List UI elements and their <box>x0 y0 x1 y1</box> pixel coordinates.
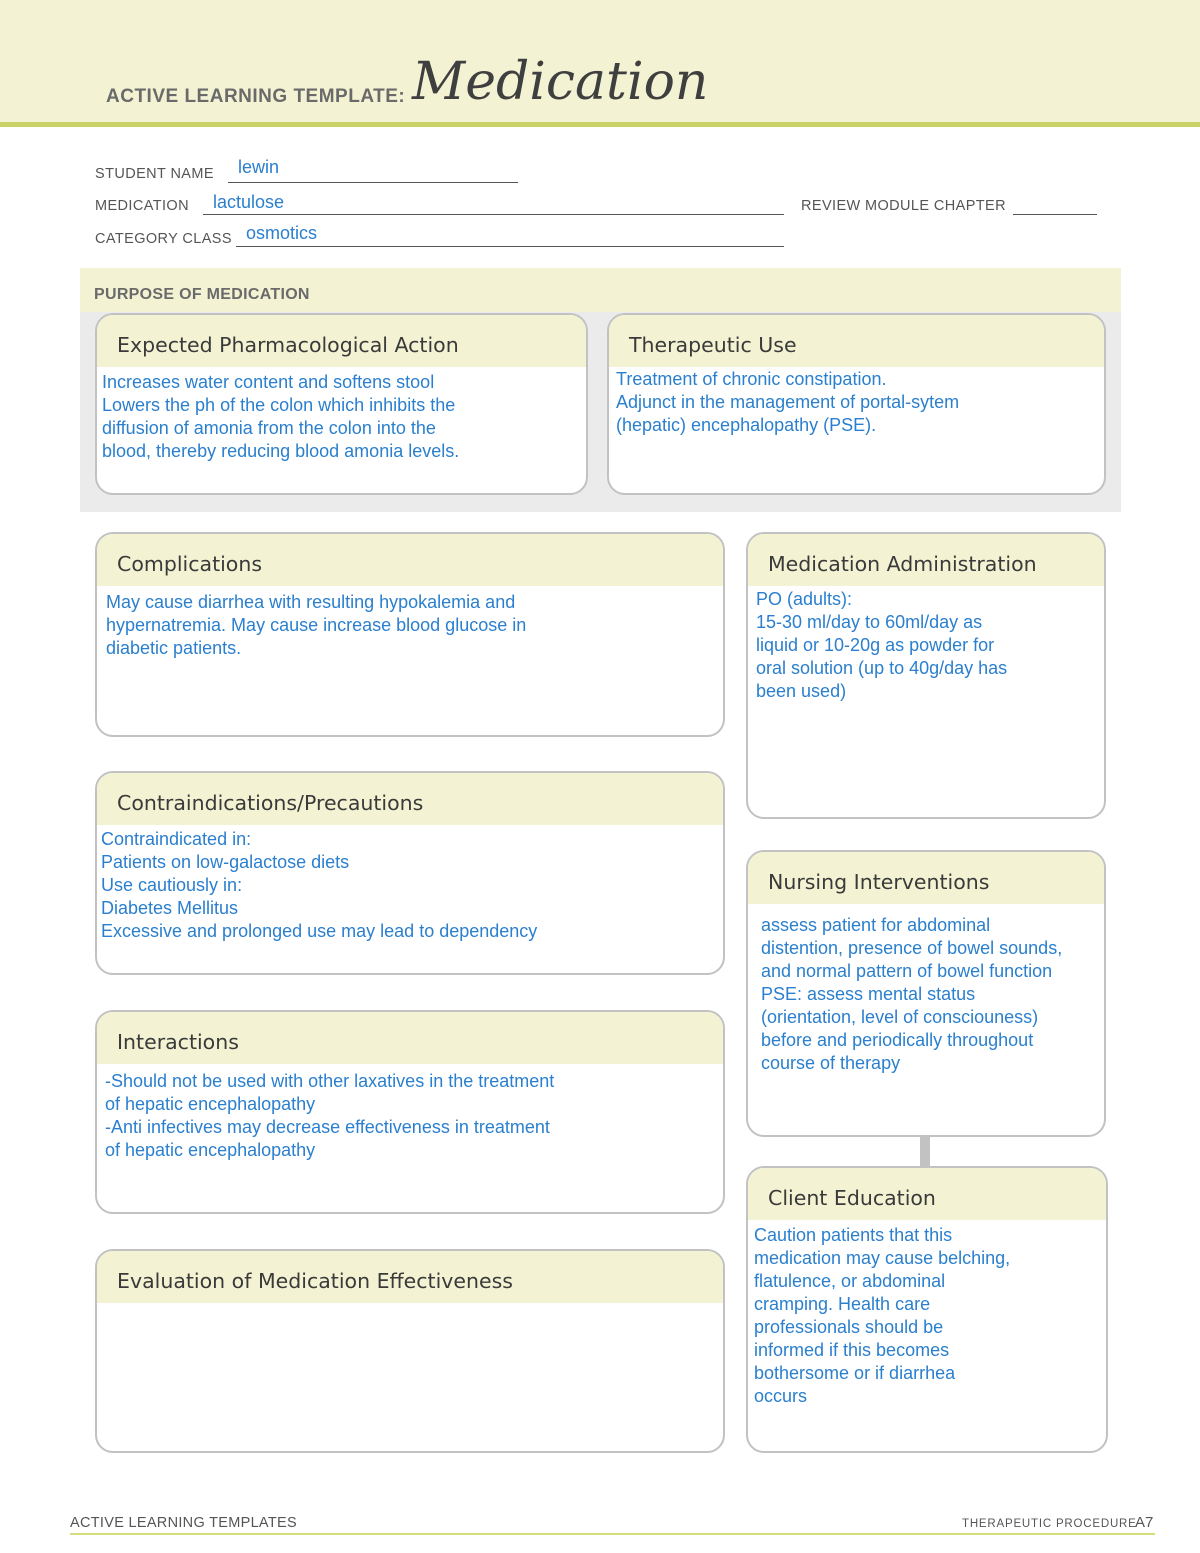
category-class-field[interactable]: osmotics <box>246 223 318 243</box>
contraindications-title: Contraindications/Precautions <box>117 791 424 815</box>
student-name-line <box>228 182 518 183</box>
medication-label: MEDICATION <box>95 198 189 214</box>
student-name-field[interactable]: lewin <box>238 157 280 177</box>
complications-title: Complications <box>117 552 263 576</box>
therapeutic-use-text[interactable]: Treatment of chronic constipation. Adjunct in the management of portal-sytem (hepatic) encephalopathy (PSE). <box>616 369 960 435</box>
footer-left-label: ACTIVE LEARNING TEMPLATES <box>70 1515 297 1531</box>
expected-action-text[interactable]: Increases water content and softens stool Lowers the ph of the colon which inhibits the diffusion of amonia from the colon into the blood, thereby reducing blood amonia levels. <box>102 372 460 461</box>
complications-box <box>95 532 725 737</box>
nursing-interventions-text[interactable]: assess patient for abdominal distention, presence of bowel sounds, and normal pattern of bowel function PSE: assess mental status (orientation, level of consciouness) before and periodically throughout course of therapy <box>761 915 1063 1073</box>
evaluation-text[interactable] <box>105 1309 720 1439</box>
header-divider <box>0 122 1200 127</box>
footer-right-label: THERAPEUTIC PROCEDURE <box>962 1518 1137 1530</box>
page-number: A7 <box>1135 1514 1154 1531</box>
review-module-field[interactable] <box>1013 214 1097 215</box>
therapeutic-use-title: Therapeutic Use <box>629 333 797 357</box>
student-name-label: STUDENT NAME <box>95 166 214 182</box>
template-label: ACTIVE LEARNING TEMPLATE: <box>106 86 406 107</box>
therapeutic-use-box <box>607 313 1106 495</box>
expected-action-box <box>95 313 588 495</box>
medication-field[interactable]: lactulose <box>213 192 285 212</box>
medication-line <box>203 214 784 215</box>
interactions-box <box>95 1010 725 1214</box>
nursing-interventions-box <box>746 850 1106 1137</box>
footer-divider <box>70 1533 1155 1535</box>
purpose-label: PURPOSE OF MEDICATION <box>94 286 310 303</box>
medication-administration-box <box>746 532 1106 819</box>
expected-action-title: Expected Pharmacological Action <box>117 333 459 357</box>
client-education-title: Client Education <box>768 1186 936 1210</box>
complications-text[interactable]: May cause diarrhea with resulting hypokalemia and hypernatremia. May cause increase blood glucose in diabetic patients. <box>106 592 527 658</box>
medication-administration-title: Medication Administration <box>768 552 1037 576</box>
category-class-line <box>236 246 784 247</box>
client-education-box <box>746 1166 1108 1453</box>
category-class-label: CATEGORY CLASS <box>95 231 232 247</box>
section-connector <box>920 1136 930 1166</box>
review-module-label: REVIEW MODULE CHAPTER <box>801 198 1006 214</box>
contraindications-text[interactable]: Contraindicated in: Patients on low-galactose diets Use cautiously in: Diabetes Mellitus Excessive and prolonged use may lead to dependency <box>101 829 538 941</box>
medication-administration-text[interactable]: PO (adults): 15-30 ml/day to 60ml/day as liquid or 10-20g as powder for oral solution (up to 40g/day has been used) <box>756 589 1008 701</box>
page-title: Medication <box>412 52 709 112</box>
contraindications-box <box>95 771 725 975</box>
evaluation-title: Evaluation of Medication Effectiveness <box>117 1269 513 1293</box>
client-education-text[interactable]: Caution patients that this medication may cause belching, flatulence, or abdominal cramping. Health care professionals should be informed if this becomes bothersome or if diarrhea occurs <box>754 1225 1011 1406</box>
interactions-text[interactable]: -Should not be used with other laxatives in the treatment of hepatic encephalopathy -Anti infectives may decrease effectiveness in treatment of hepatic encephalopathy <box>105 1071 555 1160</box>
evaluation-box <box>95 1249 725 1453</box>
interactions-title: Interactions <box>117 1030 239 1054</box>
nursing-interventions-title: Nursing Interventions <box>768 870 990 894</box>
